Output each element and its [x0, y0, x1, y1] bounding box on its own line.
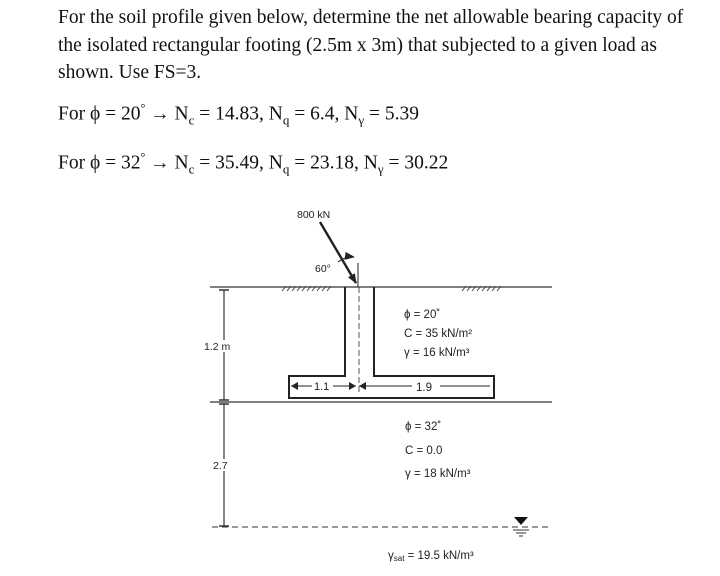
factor-prefix: For ϕ =	[58, 152, 121, 174]
depth-label-top: 1.2 m	[204, 341, 231, 353]
nc-value: = 35.49, N	[194, 152, 283, 174]
ngamma-value: = 5.39	[364, 103, 419, 125]
nq-value: = 23.18, N	[289, 152, 378, 174]
degree-symbol: °	[140, 101, 146, 115]
nc-value: = 14.83, N	[194, 103, 283, 125]
problem-statement: For the soil profile given below, determine the net allowable bearing capacity of the isolated rectangular footing (2.5m x 3m) that subjected to a given load as shown. Use FS=3.	[58, 7, 684, 83]
footing-dim-left: 1.1	[314, 381, 330, 393]
angle-label: 60°	[315, 263, 331, 275]
layer2-cohesion: C = 0.0	[405, 445, 443, 457]
nq-value: = 6.4, N	[289, 103, 359, 125]
factor-prefix: For ϕ =	[58, 103, 121, 125]
gamma-sat-label: γsat = 19.5 kN/m³	[388, 550, 474, 563]
load-label: 800 kN	[297, 209, 331, 221]
phi-value: 20	[120, 103, 141, 125]
nc-subscript: c	[188, 112, 195, 128]
phi-value: 32	[120, 152, 141, 174]
depth-label-bottom: 2.7	[213, 460, 228, 472]
layer2-phi: ϕ = 32˚	[405, 421, 442, 433]
layer1-unit-weight: γ = 16 kN/m³	[404, 347, 470, 359]
layer1-phi: ϕ = 20˚	[404, 309, 441, 321]
nq-subscript: q	[282, 161, 290, 177]
layer2-unit-weight: γ = 18 kN/m³	[405, 468, 471, 480]
ngamma-subscript: γ	[358, 112, 365, 128]
footing-dim-right: 1.9	[416, 382, 432, 394]
ngamma-subscript: γ	[377, 161, 384, 177]
water-table-icon	[514, 517, 528, 525]
nc-label: → N	[145, 103, 189, 125]
nc-subscript: c	[188, 161, 195, 177]
degree-symbol: °	[140, 150, 146, 164]
layer1-cohesion: C = 35 kN/m²	[404, 328, 473, 340]
nq-subscript: q	[282, 112, 290, 128]
ngamma-value: = 30.22	[383, 152, 449, 174]
nc-label: → N	[145, 152, 189, 174]
